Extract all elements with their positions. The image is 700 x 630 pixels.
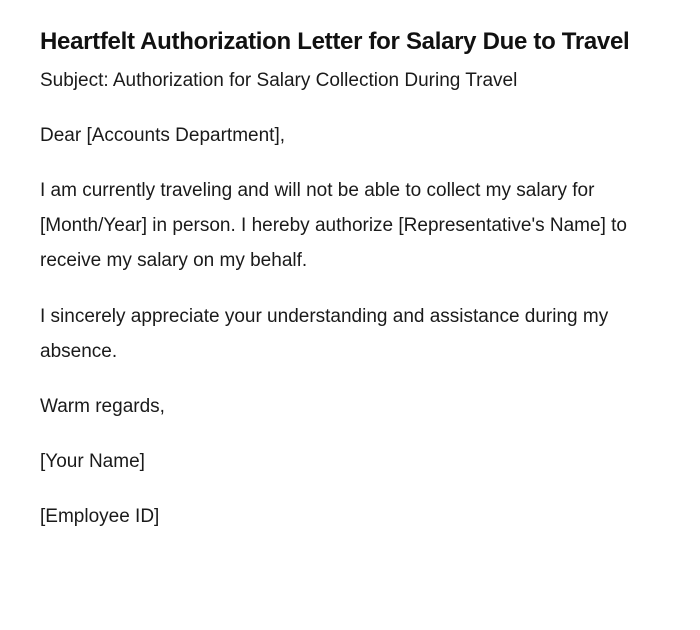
letter-closing: Warm regards, <box>40 396 165 417</box>
letter-signature-name: [Your Name] <box>40 451 145 472</box>
letter-subject: Subject: Authorization for Salary Collection During Travel <box>40 70 518 91</box>
letter-body-paragraph-1: I am currently traveling and will not be able to collect my salary for [Month/Year] in person. I hereby authorize [Representative's Name] to receive my salary on my behalf. <box>40 180 627 271</box>
letter-document <box>40 20 645 534</box>
letter-body-paragraph-2: I sincerely appreciate your understanding and assistance during my absence. <box>40 306 609 362</box>
letter-title: Heartfelt Authorization Letter for Salary Due to Travel <box>40 28 630 55</box>
letter-employee-id: [Employee ID] <box>40 506 160 527</box>
letter-greeting: Dear [Accounts Department], <box>40 125 285 146</box>
